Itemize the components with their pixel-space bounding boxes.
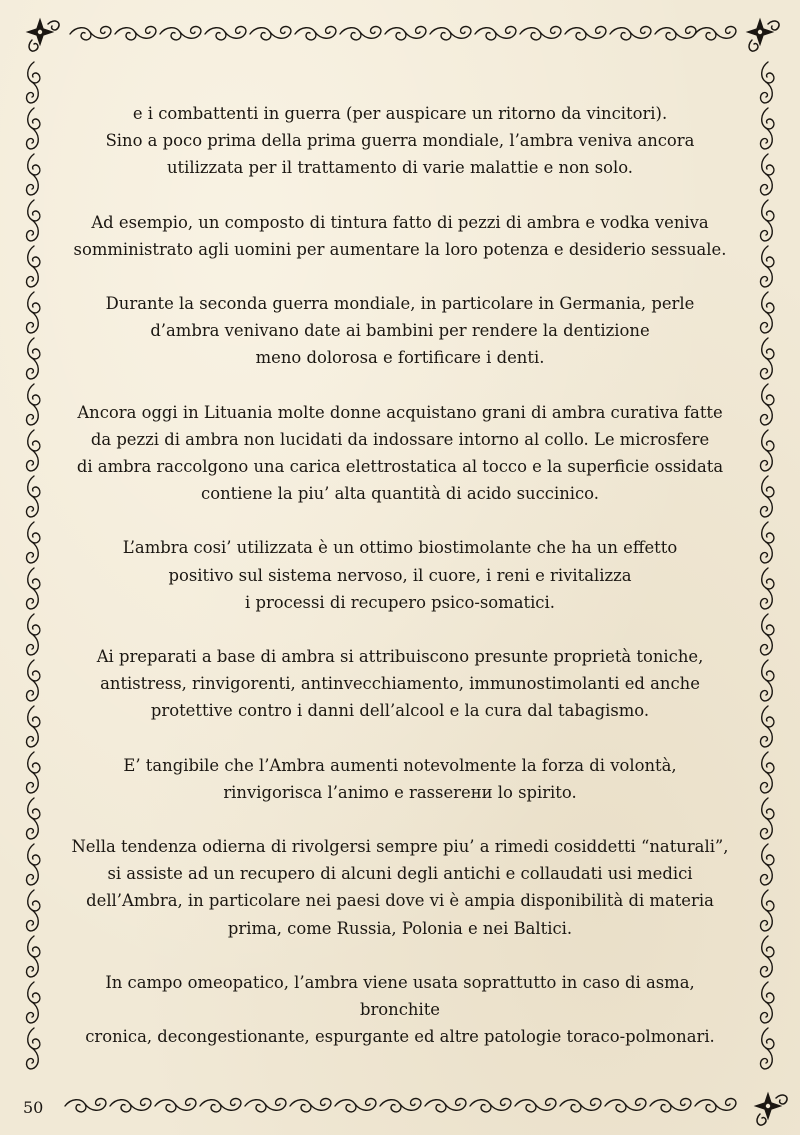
paragraph-5: L’ambra cosi’ utilizzata è un ottimo biostimolante che ha un effetto positivo sul sistema nervoso, il cuore, i reni e rivitalizza i processi di recupero psico-somatici. xyxy=(122,538,678,612)
right-border-band xyxy=(761,62,774,1069)
top-border-band xyxy=(28,20,779,51)
body-text xyxy=(70,100,730,1077)
paragraph-6: Ai preparati a base di ambra si attribuiscono presunte proprietà toniche, antistress, rinvigorenti, antinvecchiamento, immunostimolanti ed anche protettive contro i danni dell’alcool e la cura dal tabagismo. xyxy=(96,647,704,721)
paragraph-8: Nella tendenza odierna di rivolgersi sempre piu’ a rimedi cosiddetti “naturali”, si assiste ad un recupero di alcuni degli antichi e collaudati usi medici dell’Ambra, in particolare nei paesi dove vi è ampia disponibilità di materia prima, come Russia, Polonia e nei Baltici. xyxy=(71,837,729,938)
left-border-band xyxy=(27,62,40,1069)
paragraph-1: e i combattenti in guerra (per auspicare un ritorno da vincitori). Sino a poco prima della prima guerra mondiale, l’ambra veniva ancora utilizzata per il trattamento di varie malattie e non solo. xyxy=(105,104,695,178)
page-number: 50 xyxy=(23,1098,44,1117)
paragraph-3: Durante la seconda guerra mondiale, in particolare in Germania, perle d’ambra venivano date ai bambini per rendere la dentizione meno dolorosa e fortificare i denti. xyxy=(105,294,695,368)
paragraph-4: Ancora oggi in Lituania molte donne acquistano grani di ambra curativa fatte da pezzi di ambra non lucidati da indossare intorno al collo. Le microsfere di ambra raccolgono una carica elettrostatica al tocco e la superficie ossidata contiene la piu’ alta quantità di acido succinico. xyxy=(76,402,724,504)
paragraph-9: In campo omeopatico, l’ambra viene usata soprattutto in caso di asma, bronchite cronica, decongestionante, espurgante ed altre patologie toraco-polmonari. xyxy=(85,972,715,1047)
bottom-border-band xyxy=(65,1094,787,1125)
paragraph-2: Ad esempio, un composto di tintura fatto di pezzi di ambra e vodka veniva somministrato agli uomini per aumentare la loro potenza e desiderio sessuale. xyxy=(73,212,727,259)
paragraph-7: E’ tangibile che l’Ambra aumenti notevolmente la forza di volontà, rinvigorisca l’animo e rasserени lo spirito. xyxy=(123,755,677,802)
